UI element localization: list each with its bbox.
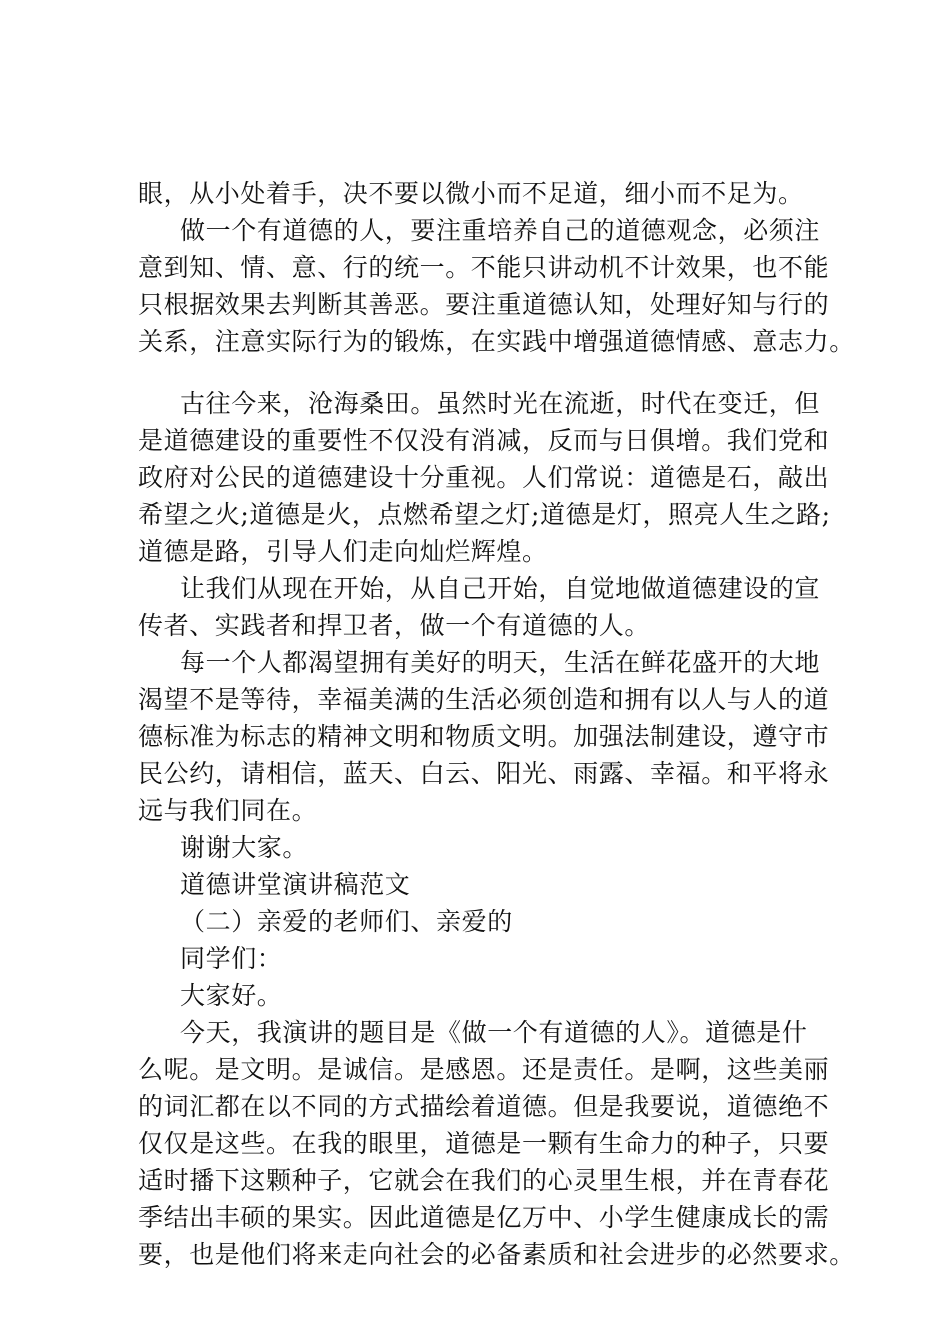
text-line: 希望之火;道德是火，点燃希望之灯;道德是灯，照亮人生之路;: [138, 500, 831, 529]
text-line: 季结出丰硕的果实。因此道德是亿万中、小学生健康成长的需: [138, 1203, 830, 1232]
text-line: 适时播下这颗种子，它就会在我们的心灵里生根，并在青春花: [138, 1166, 830, 1195]
text-line: 么呢。是文明。是诚信。是感恩。还是责任。是啊，这些美丽: [138, 1055, 830, 1084]
text-line: 关系，注意实际行为的锻炼，在实践中增强道德情感、意志力。: [138, 327, 855, 356]
text-line: 做一个有道德的人，要注重培养自己的道德观念，必须注: [180, 216, 821, 245]
text-line: 要，也是他们将来走向社会的必备素质和社会进步的必然要求。: [138, 1240, 855, 1269]
text-line: 眼，从小处着手，决不要以微小而不足道，细小而不足为。: [138, 179, 804, 208]
text-line: 古往今来，沧海桑田。虽然时光在流逝，时代在变迁，但: [180, 389, 821, 418]
text-line: 仅仅是这些。在我的眼里，道德是一颗有生命力的种子，只要: [138, 1129, 830, 1158]
text-line: 渴望不是等待，幸福美满的生活必须创造和拥有以人与人的道: [138, 685, 830, 714]
text-line: 意到知、情、意、行的统一。不能只讲动机不计效果，也不能: [138, 253, 830, 282]
text-line: 大家好。: [180, 981, 283, 1010]
text-line: （二）亲爱的老师们、亲爱的: [180, 907, 513, 936]
text-line: 每一个人都渴望拥有美好的明天，生活在鲜花盛开的大地: [180, 648, 821, 677]
text-line: 的词汇都在以不同的方式描绘着道德。但是我要说，道德绝不: [138, 1092, 830, 1121]
text-line: 道德是路，引导人们走向灿烂辉煌。: [138, 537, 548, 566]
text-line: 政府对公民的道德建设十分重视。人们常说：道德是石，敲出: [138, 463, 830, 492]
text-line: 只根据效果去判断其善恶。要注重道德认知，处理好知与行的: [138, 290, 830, 319]
text-line: 是道德建设的重要性不仅没有消减，反而与日俱增。我们党和: [138, 426, 830, 455]
text-line: 谢谢大家。: [180, 833, 309, 862]
text-line: 远与我们同在。: [138, 796, 318, 825]
text-line: 民公约，请相信，蓝天、白云、阳光、雨露、幸福。和平将永: [138, 759, 830, 788]
heading: 道德讲堂演讲稿范文: [180, 870, 411, 899]
text-line: 传者、实践者和捍卫者，做一个有道德的人。: [138, 611, 651, 640]
text-line: 德标准为标志的精神文明和物质文明。加强法制建设，遵守市: [138, 722, 830, 751]
text-line: 同学们：: [180, 944, 283, 973]
text-line: 让我们从现在开始，从自己开始，自觉地做道德建设的宣: [180, 574, 821, 603]
text-line: 今天，我演讲的题目是《做一个有道德的人》。道德是什: [180, 1018, 808, 1047]
